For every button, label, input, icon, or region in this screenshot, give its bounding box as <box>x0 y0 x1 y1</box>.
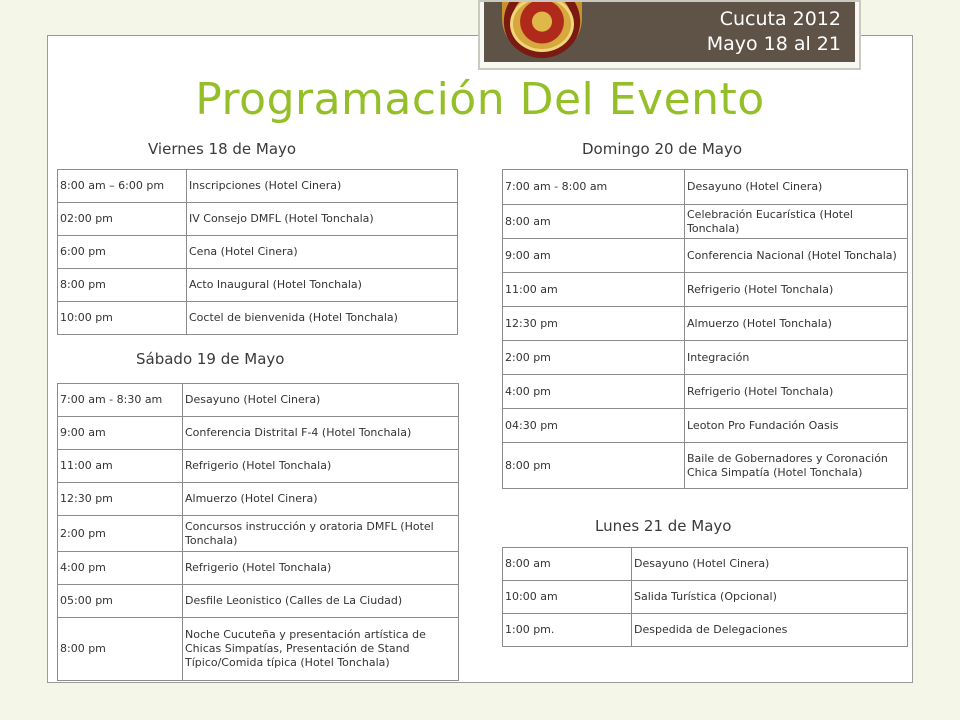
schedule-row <box>58 203 458 236</box>
schedule-event: Desayuno (Hotel Cinera) <box>685 170 908 205</box>
schedule-row <box>58 618 459 681</box>
schedule-event: Almuerzo (Hotel Cinera) <box>183 483 459 516</box>
schedule-time: 04:30 pm <box>503 409 685 443</box>
monday-table <box>502 547 908 647</box>
schedule-event: Conferencia Nacional (Hotel Tonchala) <box>685 239 908 273</box>
schedule-event: Desayuno (Hotel Cinera) <box>632 548 908 581</box>
schedule-row <box>503 205 908 239</box>
schedule-time: 8:00 am <box>503 205 685 239</box>
schedule-row <box>58 516 459 552</box>
schedule-row <box>58 236 458 269</box>
schedule-time: 10:00 am <box>503 581 632 614</box>
schedule-time: 9:00 am <box>58 417 183 450</box>
schedule-event: Conferencia Distrital F-4 (Hotel Tonchala) <box>183 417 459 450</box>
schedule-time: 2:00 pm <box>58 516 183 552</box>
schedule-row <box>503 341 908 375</box>
schedule-event: Salida Turística (Opcional) <box>632 581 908 614</box>
schedule-event: Refrigerio (Hotel Tonchala) <box>685 375 908 409</box>
schedule-time: 10:00 pm <box>58 302 187 335</box>
friday-heading: Viernes 18 de Mayo <box>148 140 297 158</box>
schedule-row <box>503 443 908 489</box>
schedule-event: Leoton Pro Fundación Oasis <box>685 409 908 443</box>
header-tag <box>478 0 861 70</box>
schedule-event: Cena (Hotel Cinera) <box>187 236 458 269</box>
schedule-time: 6:00 pm <box>58 236 187 269</box>
schedule-row <box>503 239 908 273</box>
schedule-event: Acto Inaugural (Hotel Tonchala) <box>187 269 458 302</box>
schedule-event: Desfile Leonistico (Calles de La Ciudad) <box>183 585 459 618</box>
saturday-table <box>57 383 459 681</box>
schedule-event: Baile de Gobernadores y Coronación Chica Simpatía (Hotel Tonchala) <box>685 443 908 489</box>
schedule-time: 7:00 am - 8:30 am <box>58 384 183 417</box>
header-city-year: Cucuta 2012 <box>719 8 841 30</box>
schedule-row <box>503 581 908 614</box>
schedule-time: 8:00 pm <box>503 443 685 489</box>
schedule-time: 2:00 pm <box>503 341 685 375</box>
schedule-time: 9:00 am <box>503 239 685 273</box>
schedule-row <box>58 483 459 516</box>
schedule-event: Despedida de Delegaciones <box>632 614 908 647</box>
background-bottom <box>0 684 960 720</box>
schedule-time: 4:00 pm <box>503 375 685 409</box>
schedule-row <box>58 552 459 585</box>
sunday-heading: Domingo 20 de Mayo <box>582 140 743 158</box>
header-tag-inner <box>484 2 855 62</box>
schedule-row <box>58 384 459 417</box>
saturday-heading: Sábado 19 de Mayo <box>136 350 285 368</box>
emblem-ring <box>510 2 574 52</box>
page-title: Programación Del Evento <box>195 74 765 125</box>
schedule-time: 8:00 am <box>503 548 632 581</box>
schedule-row <box>58 170 458 203</box>
schedule-row <box>58 585 459 618</box>
schedule-time: 1:00 pm. <box>503 614 632 647</box>
schedule-event: Concursos instrucción y oratoria DMFL (Hotel Tonchala) <box>183 516 459 552</box>
schedule-row <box>58 450 459 483</box>
schedule-time: 11:00 am <box>503 273 685 307</box>
friday-table <box>57 169 458 335</box>
schedule-row <box>503 375 908 409</box>
schedule-row <box>503 307 908 341</box>
schedule-row <box>503 614 908 647</box>
emblem-icon <box>502 2 582 58</box>
schedule-row <box>503 548 908 581</box>
schedule-row <box>58 417 459 450</box>
sunday-table <box>502 169 908 489</box>
schedule-event: Noche Cucuteña y presentación artística de Chicas Simpatías, Presentación de Stand Típico/Comida típica (Hotel Tonchala) <box>183 618 459 681</box>
header-dates: Mayo 18 al 21 <box>706 33 841 55</box>
schedule-event: Almuerzo (Hotel Tonchala) <box>685 307 908 341</box>
schedule-row <box>58 302 458 335</box>
schedule-time: 11:00 am <box>58 450 183 483</box>
schedule-time: 8:00 am – 6:00 pm <box>58 170 187 203</box>
schedule-row <box>503 409 908 443</box>
schedule-time: 8:00 pm <box>58 269 187 302</box>
schedule-event: Refrigerio (Hotel Tonchala) <box>183 552 459 585</box>
schedule-event: Refrigerio (Hotel Tonchala) <box>183 450 459 483</box>
monday-heading: Lunes 21 de Mayo <box>595 517 732 535</box>
schedule-row <box>503 170 908 205</box>
schedule-time: 05:00 pm <box>58 585 183 618</box>
schedule-event: Celebración Eucarística (Hotel Tonchala) <box>685 205 908 239</box>
schedule-row <box>58 269 458 302</box>
schedule-time: 8:00 pm <box>58 618 183 681</box>
schedule-event: IV Consejo DMFL (Hotel Tonchala) <box>187 203 458 236</box>
schedule-event: Inscripciones (Hotel Cinera) <box>187 170 458 203</box>
schedule-event: Refrigerio (Hotel Tonchala) <box>685 273 908 307</box>
schedule-event: Integración <box>685 341 908 375</box>
schedule-time: 02:00 pm <box>58 203 187 236</box>
schedule-event: Desayuno (Hotel Cinera) <box>183 384 459 417</box>
schedule-time: 12:30 pm <box>58 483 183 516</box>
schedule-time: 4:00 pm <box>58 552 183 585</box>
schedule-event: Coctel de bienvenida (Hotel Tonchala) <box>187 302 458 335</box>
schedule-time: 7:00 am - 8:00 am <box>503 170 685 205</box>
schedule-row <box>503 273 908 307</box>
schedule-time: 12:30 pm <box>503 307 685 341</box>
